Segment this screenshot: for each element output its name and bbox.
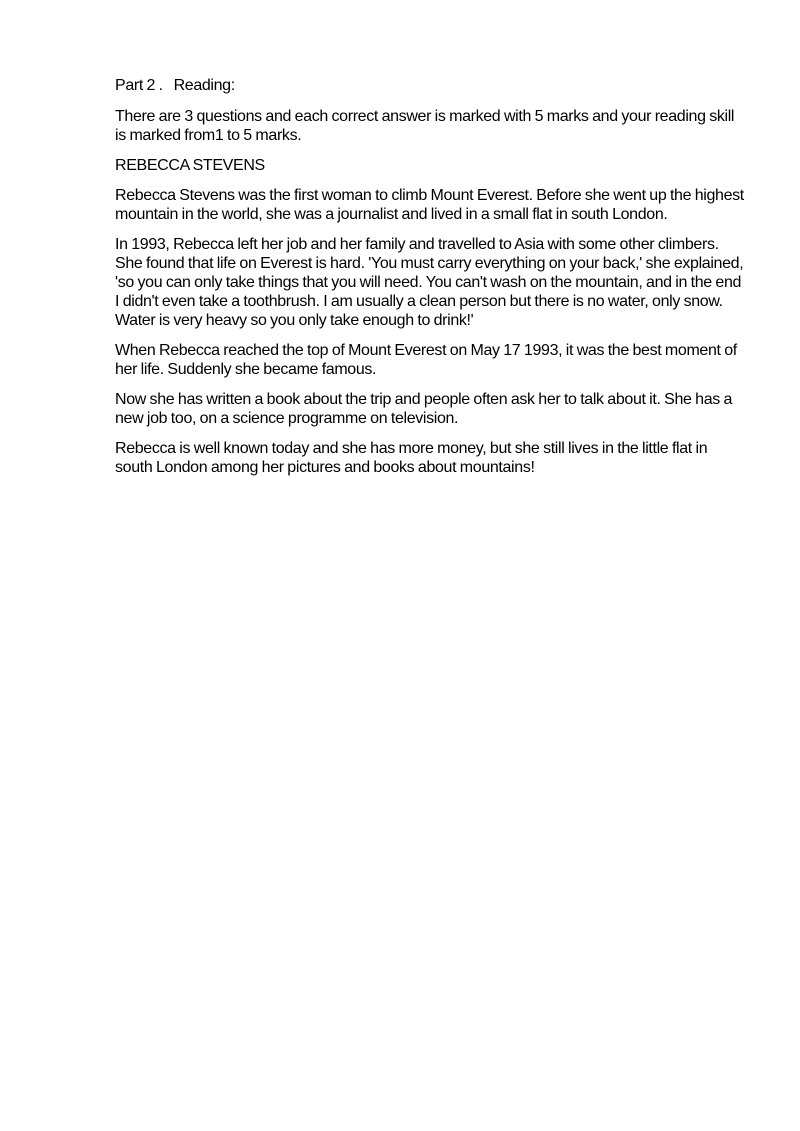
- section-title: Part 2 . Reading:: [115, 77, 235, 94]
- passage-paragraph: When Rebecca reached the top of Mount Everest on May 17 1993, it was the best moment of her life. Suddenly she became famous.: [115, 342, 737, 378]
- passage-paragraph: In 1993, Rebecca left her job and her family and travelled to Asia with some other climbers. She found that life on Everest is hard. 'You must carry everything on your back,' she explained, 'so you can only take things that you will need. You can't wash on the mountain, and in the end I didn't even take a toothbrush. I am usually a clean person but there is no water, only snow. Water is very heavy so you only take enough to drink!': [115, 236, 744, 329]
- passage-paragraph: Rebecca Stevens was the first woman to climb Mount Everest. Before she went up the highest mountain in the world, she was a journalist and lived in a small flat in south London.: [115, 187, 744, 223]
- passage-title: REBECCA STEVENS: [115, 157, 265, 174]
- instructions-text: There are 3 questions and each correct answer is marked with 5 marks and your reading skill is marked from1 to 5 marks.: [115, 108, 735, 144]
- passage-paragraph: Rebecca is well known today and she has more money, but she still lives in the little flat in south London among her pictures and books about mountains!: [115, 440, 708, 476]
- document-page: [115, 76, 745, 488]
- passage-paragraph: Now she has written a book about the trip and people often ask her to talk about it. She has a new job too, on a science programme on television.: [115, 391, 733, 427]
